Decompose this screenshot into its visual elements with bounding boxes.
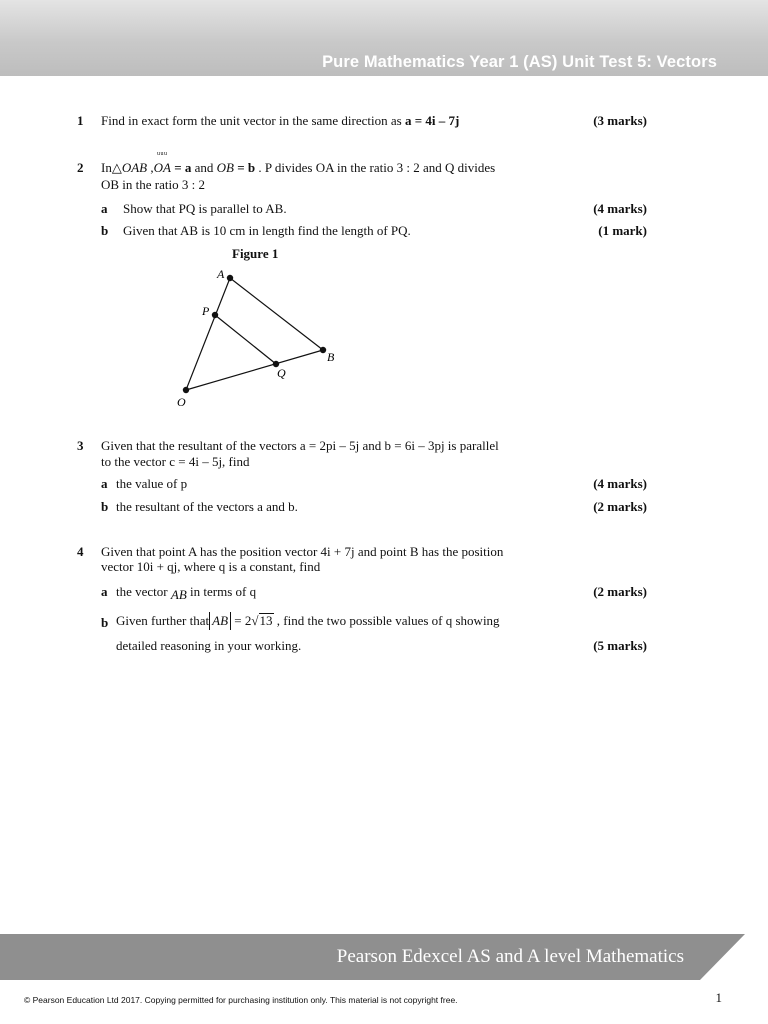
vector-arrow-mark: uuu bbox=[157, 151, 168, 157]
question-number: 2 bbox=[77, 160, 84, 175]
vector-label: OA bbox=[153, 160, 171, 175]
subpart-letter: a bbox=[101, 201, 108, 216]
question-text-part: In bbox=[101, 160, 112, 175]
marks-label: (1 mark) bbox=[598, 223, 647, 238]
marks-label: (4 marks) bbox=[593, 476, 647, 491]
vector-equation: = a bbox=[170, 160, 192, 175]
question-text-line2: vector 10i + qj, where q is a constant, find bbox=[101, 559, 321, 574]
subpart-text: Given that AB is 10 cm in length find the length of PQ. bbox=[123, 223, 411, 238]
point-o bbox=[183, 387, 189, 393]
marks-label: (2 marks) bbox=[593, 499, 647, 514]
label-p: P bbox=[202, 304, 210, 318]
figure-caption: Figure 1 bbox=[232, 246, 279, 261]
marks-label: (5 marks) bbox=[593, 638, 647, 653]
side-ab bbox=[230, 278, 323, 350]
question-text-part: and bbox=[194, 160, 214, 175]
vector-equation: = b bbox=[234, 160, 256, 175]
page-number: 1 bbox=[715, 990, 722, 1005]
question-number: 1 bbox=[77, 113, 84, 128]
subpart-text bbox=[116, 612, 500, 630]
point-a bbox=[227, 275, 233, 281]
question-text: Given that point A has the position vector 4i + 7j and point B has the position bbox=[101, 544, 504, 559]
vector-label: AB bbox=[170, 587, 187, 602]
label-b: B bbox=[327, 350, 335, 364]
page-title: Pure Mathematics Year 1 (AS) Unit Test 5: Vectors bbox=[322, 53, 717, 71]
subpart-letter: a bbox=[101, 476, 108, 491]
sqrt-radicand: 13 bbox=[259, 613, 273, 628]
triangle-figure bbox=[170, 265, 350, 415]
sqrt-symbol: √ bbox=[251, 613, 259, 628]
subpart-text bbox=[116, 584, 256, 600]
subpart-letter: b bbox=[101, 615, 109, 630]
segment-pq bbox=[215, 315, 276, 364]
subpart-text: the value of p bbox=[116, 476, 188, 491]
subpart-text-part: , find the two possible values of q showing bbox=[276, 613, 500, 628]
vector-expression: a = 4i – 7j bbox=[404, 113, 460, 128]
question-number: 4 bbox=[77, 544, 84, 559]
question-text: In△OAB , uuu OA = a and OB = b . P divides OA in the ratio 3 : 2 and Q divides bbox=[101, 151, 496, 175]
question-text-part: Find in exact form the unit vector in the same direction as bbox=[101, 113, 405, 128]
question-text-line2: to the vector c = 4i – 5j, find bbox=[101, 454, 250, 469]
equation-part: = 2 bbox=[234, 613, 252, 628]
copyright-notice: © Pearson Education Ltd 2017. Copying permitted for purchasing institution only. This material is not copyright free. bbox=[24, 995, 458, 1005]
vector-label: OB bbox=[216, 160, 235, 175]
triangle-label: △OAB bbox=[111, 160, 148, 175]
point-b bbox=[320, 347, 326, 353]
label-a: A bbox=[217, 267, 225, 281]
subpart-text-part: Given further that bbox=[116, 613, 210, 628]
side-ob bbox=[186, 350, 323, 390]
marks-label: (3 marks) bbox=[593, 113, 647, 128]
marks-label: (4 marks) bbox=[593, 201, 647, 216]
vector-oa bbox=[153, 151, 171, 176]
subpart-letter: a bbox=[101, 584, 108, 599]
side-oa bbox=[186, 278, 230, 390]
subpart-text: the resultant of the vectors a and b. bbox=[116, 499, 298, 514]
label-q: Q bbox=[277, 366, 286, 380]
question-number: 3 bbox=[77, 438, 84, 453]
footer-title: Pearson Edexcel AS and A level Mathematics bbox=[336, 946, 684, 967]
question-text-line2: OB in the ratio 3 : 2 bbox=[101, 177, 205, 192]
point-p bbox=[212, 312, 218, 318]
marks-label: (2 marks) bbox=[593, 584, 647, 599]
question-text bbox=[101, 113, 459, 129]
magnitude-expression: AB bbox=[209, 612, 231, 630]
subpart-letter: b bbox=[101, 499, 109, 514]
subpart-text-line2: detailed reasoning in your working. bbox=[116, 638, 302, 653]
subpart-text: Show that PQ is parallel to AB. bbox=[123, 201, 287, 216]
question-text: Given that the resultant of the vectors a = 2pi – 5j and b = 6i – 3pj is parallel bbox=[101, 438, 499, 453]
subpart-text-part: the vector bbox=[116, 584, 168, 599]
subpart-text-part: in terms of q bbox=[190, 584, 257, 599]
question-text-part: . P divides OA in the ratio 3 : 2 and Q divides bbox=[258, 160, 496, 175]
label-o: O bbox=[177, 395, 186, 409]
subpart-letter: b bbox=[101, 223, 109, 238]
